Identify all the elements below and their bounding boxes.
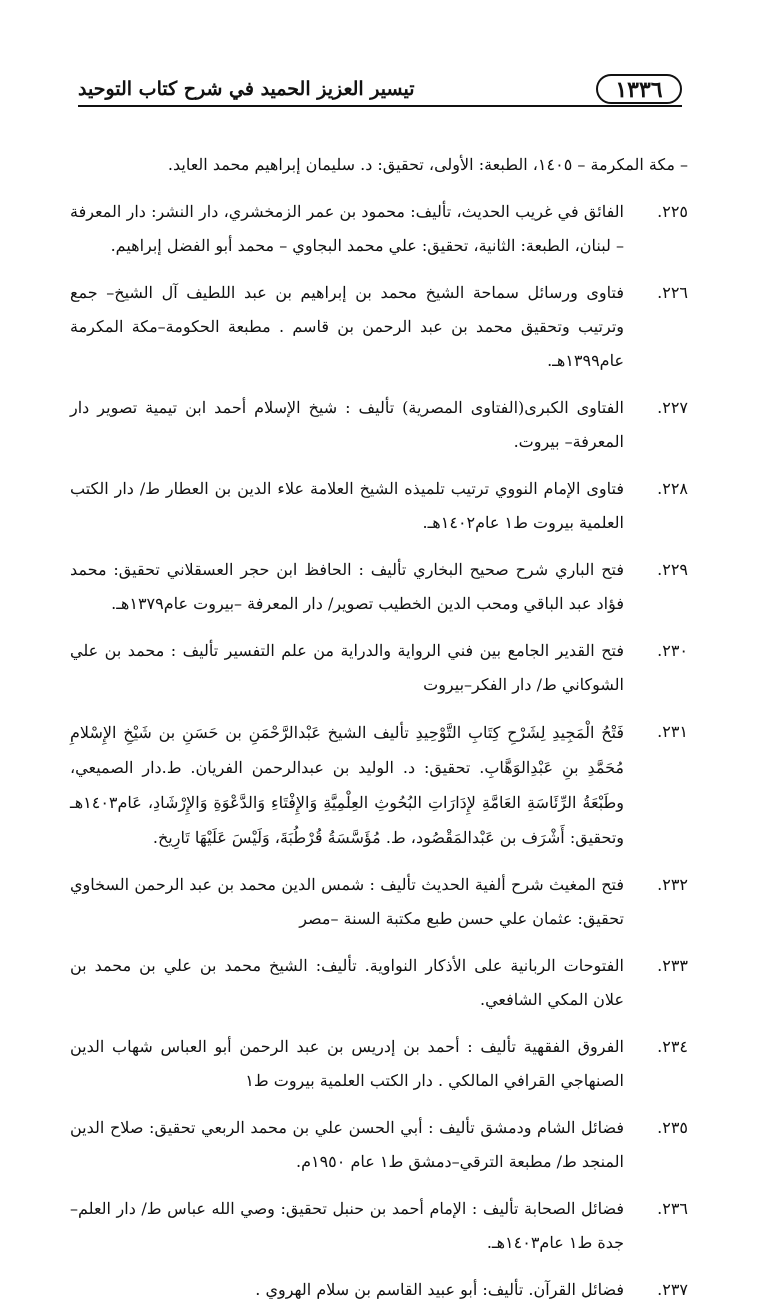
entry-number: ٢٣٠. xyxy=(657,641,688,660)
header-rule xyxy=(78,105,682,107)
entry-number: ٢٢٨. xyxy=(657,479,688,498)
entry-text: فضائل القرآن. تأليف: أبو عبيد القاسم بن سلام الهروي . xyxy=(255,1280,624,1299)
bibliography-list xyxy=(70,148,688,1299)
entry-number: ٢٣٥. xyxy=(657,1118,688,1137)
bibliography-entry-230 xyxy=(70,634,688,702)
bibliography-entry-232 xyxy=(70,868,688,936)
bibliography-entry-231 xyxy=(70,715,688,855)
bibliography-entry-237 xyxy=(70,1273,688,1307)
bibliography-entry-227 xyxy=(70,391,688,459)
entry-text: فَتْحُ الْمَجِيدِ لِشَرْحِ كِتَابِ التَّوْحِيدِ تأليف الشيخ عَبْدالرَّحْمَنِ بن حَسَنِ بن شَيْخِ الإِسْلامِ مُحَمَّدِ بنِ عَبْدِالوَهَّابِ. تحقيق: د. الوليد بن عبدالرحمن الفريان. ط.دار الصميعي، وطَبْعَةُ الرِّئَاسَةِ العَامَّةِ لإِدَارَاتِ البُحُوثِ العِلْمِيَّةِ وَالإِفْتَاءِ وَالدَّعْوَةِ وَالإِرْشَادِ، عَام١٤٠٣هـ وتحقيق: أَشْرَف بن عَبْدالمَقْصُود، ط. مُؤَسَّسَةُ قُرْطُبَةَ، وَلَيْسَ عَلَيْهَا تَارِيخ. xyxy=(70,723,624,847)
continued-entry xyxy=(70,148,688,182)
page-number: ١٣٣٦ xyxy=(596,74,682,104)
entry-text: فضائل الصحابة تأليف : الإمام أحمد بن حنبل تحقيق: وصي الله عباس ط/ دار العلم–جدة ط١ عام١٤٠٣هـ. xyxy=(70,1199,624,1252)
entry-text: الفتوحات الربانية على الأذكار النواوية. تأليف: الشيخ محمد بن علي بن محمد بن علان المكي الشافعي. xyxy=(70,956,624,1009)
entry-number: ٢٣٢. xyxy=(657,875,688,894)
entry-number: ٢٣١. xyxy=(657,722,688,741)
entry-number: ٢٢٩. xyxy=(657,560,688,579)
entry-text: فتح المغيث شرح ألفية الحديث تأليف : شمس الدين محمد بن عبد الرحمن السخاوي تحقيق: عثمان علي حسن طبع مكتبة السنة –مصر xyxy=(70,875,624,928)
entry-text: فتاوى ورسائل سماحة الشيخ محمد بن إبراهيم بن عبد اللطيف آل الشيخ– جمع وترتيب وتحقيق محمد بن عبد الرحمن بن قاسم . مطبعة الحكومة–مكة المكرمة عام١٣٩٩هـ. xyxy=(70,283,624,370)
entry-number: ٢٣٣. xyxy=(657,956,688,975)
book-title: تيسير العزيز الحميد في شرح كتاب التوحيد xyxy=(78,78,415,100)
entry-text: فتح القدير الجامع بين فني الرواية والدراية من علم التفسير تأليف : محمد بن علي الشوكاني ط/ دار الفكر–بيروت xyxy=(70,641,624,694)
bibliography-entry-228 xyxy=(70,472,688,540)
entry-number: ٢٣٧. xyxy=(657,1280,688,1299)
entry-number: ٢٢٥. xyxy=(657,202,688,221)
bibliography-entry-233 xyxy=(70,949,688,1017)
entry-text: الفائق في غريب الحديث، تأليف: محمود بن عمر الزمخشري، دار النشر: دار المعرفة – لبنان، الطبعة: الثانية، تحقيق: علي محمد البجاوي – محمد أبو الفضل إبراهيم. xyxy=(70,202,624,255)
bibliography-entry-226 xyxy=(70,276,688,378)
entry-number: ٢٣٤. xyxy=(657,1037,688,1056)
bibliography-entry-234 xyxy=(70,1030,688,1098)
entry-text: فتاوى الإمام النووي ترتيب تلميذه الشيخ العلامة علاء الدين بن العطار ط/ دار الكتب العلمية بيروت ط١ عام١٤٠٢هـ. xyxy=(70,479,624,532)
running-header xyxy=(78,72,682,112)
bibliography-entry-229 xyxy=(70,553,688,621)
bibliography-entry-236 xyxy=(70,1192,688,1260)
bibliography-entry-235 xyxy=(70,1111,688,1179)
entry-number: ٢٢٦. xyxy=(657,283,688,302)
bibliography-entry-225 xyxy=(70,195,688,263)
entry-text: فتح الباري شرح صحيح البخاري تأليف : الحافظ ابن حجر العسقلاني تحقيق: محمد فؤاد عبد الباقي ومحب الدين الخطيب تصوير/ دار المعرفة –بيروت عام١٣٧٩هـ. xyxy=(70,560,624,613)
entry-text: فضائل الشام ودمشق تأليف : أبي الحسن علي بن محمد الربعي تحقيق: صلاح الدين المنجد ط/ مطبعة الترقي–دمشق ط١ عام ١٩٥٠م. xyxy=(70,1118,624,1171)
entry-number: ٢٢٧. xyxy=(657,398,688,417)
continued-entry-text: – مكة المكرمة – ١٤٠٥، الطبعة: الأولى، تحقيق: د. سليمان إبراهيم محمد العايد. xyxy=(167,155,688,174)
entry-text: الفروق الفقهية تأليف : أحمد بن إدريس بن عبد الرحمن أبو العباس شهاب الدين الصنهاجي القرافي المالكي . دار الكتب العلمية بيروت ط١ xyxy=(70,1037,624,1090)
entry-text: الفتاوى الكبرى(الفتاوى المصرية) تأليف : شيخ الإسلام أحمد ابن تيمية تصوير دار المعرفة– بيروت. xyxy=(70,398,624,451)
entry-number: ٢٣٦. xyxy=(657,1199,688,1218)
